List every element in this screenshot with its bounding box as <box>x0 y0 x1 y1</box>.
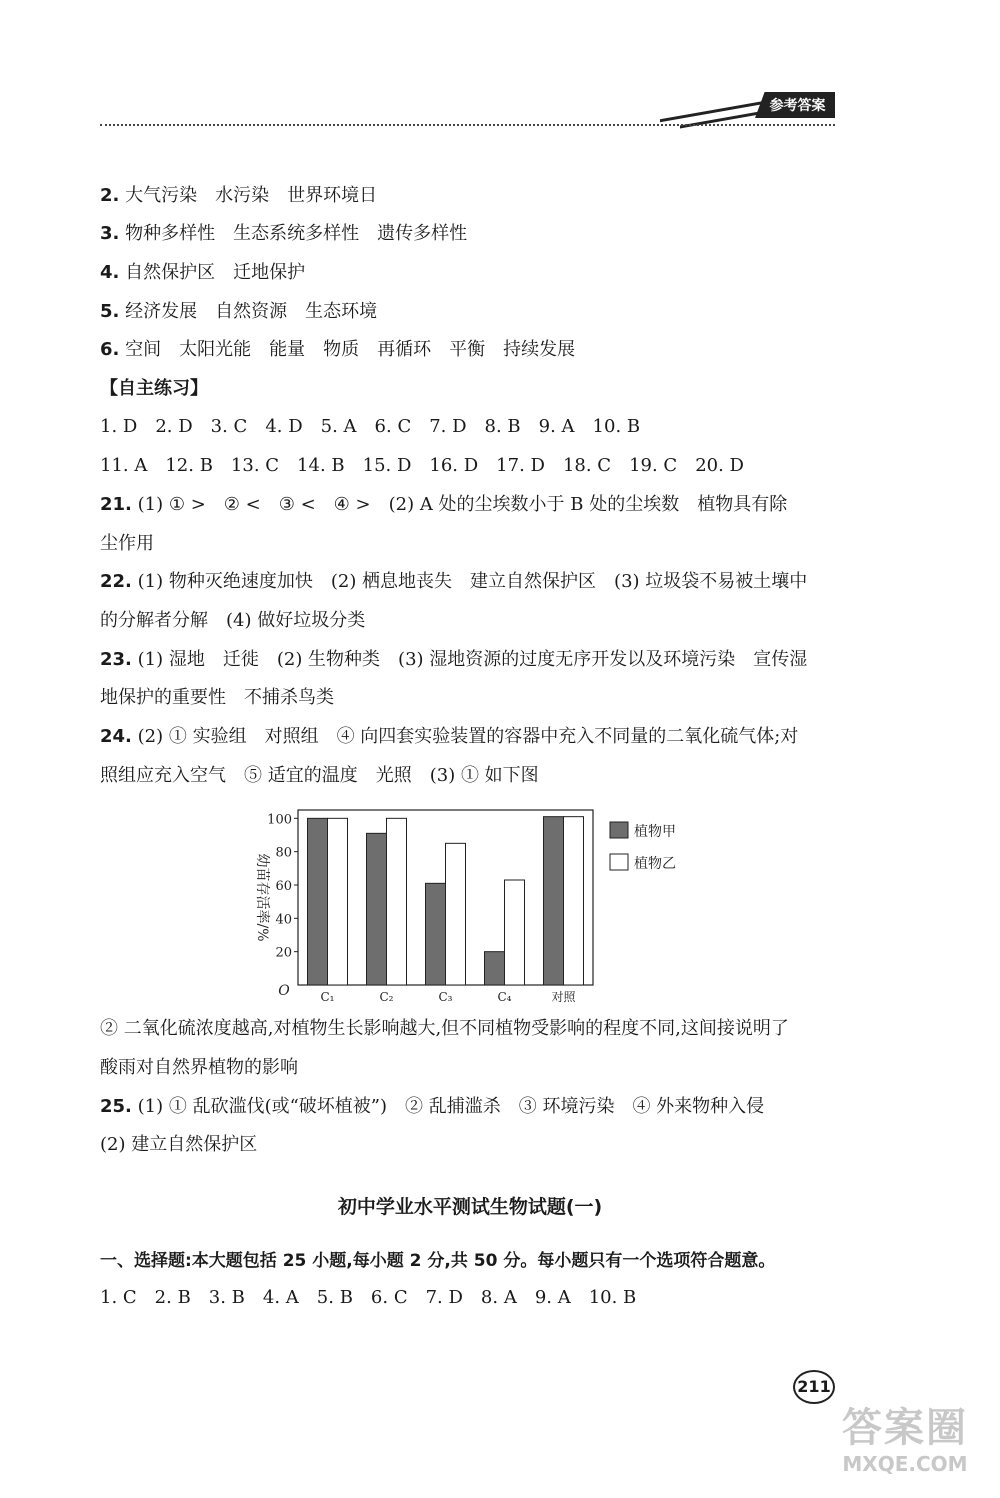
y-tick-label: 100 <box>267 812 292 828</box>
answer-24 <box>100 725 840 749</box>
x-tick-label: C₂ <box>379 990 394 1004</box>
bar-series-1 <box>426 883 446 985</box>
item-number: 4. <box>100 262 120 283</box>
answer-21 <box>100 493 840 517</box>
bar-series-1 <box>544 817 564 985</box>
test-title: 初中学业水平测试生物试题(一) <box>337 1196 603 1218</box>
answer-25 <box>100 1095 840 1119</box>
answer-line-4 <box>100 261 840 285</box>
item-text: (1) ① > ② < ③ < ④ > (2) A 处的尘埃数小于 B 处的尘埃数 植物具有除 <box>137 494 788 515</box>
item-text: 经济发展 自然资源 生态环境 <box>125 301 378 322</box>
section-title: 【自主练习】 <box>100 378 208 399</box>
part-one-answers: 1. C 2. B 3. B 4. A 5. B 6. C 7. D 8. A 9. A 10. B <box>100 1287 637 1308</box>
item-number: 22. <box>100 571 132 592</box>
mc-row-2: 11. A 12. B 13. C 14. B 15. D 16. D 17. D 18. C 19. C 20. D <box>100 455 744 476</box>
answer-line-6 <box>100 338 840 362</box>
item-text: 空间 太阳光能 能量 物质 再循环 平衡 持续发展 <box>125 339 576 360</box>
item-number: 21. <box>100 494 132 515</box>
origin-label: O <box>278 983 290 999</box>
header-tag <box>660 92 840 122</box>
part-one-heading: 一、选择题:本大题包括 25 小题,每小题 2 分,共 50 分。每小题只有一个选项符合题意。 <box>100 1251 776 1271</box>
item-number: 23. <box>100 649 132 670</box>
answer-25-cont: (2) 建立自然保护区 <box>100 1134 258 1155</box>
mc-row-1: 1. D 2. D 3. C 4. D 5. A 6. C 7. D 8. B 9. A 10. B <box>100 416 641 437</box>
item-text: (1) ① 乱砍滥伐(或“破坏植被”) ② 乱捕滥杀 ③ 环境污染 ④ 外来物种入侵 <box>137 1096 765 1117</box>
answer-line-2 <box>100 184 840 208</box>
answer-line-5 <box>100 300 840 324</box>
legend-label: 植物乙 <box>634 856 676 872</box>
item-text: 自然保护区 迁地保护 <box>125 262 306 283</box>
watermark <box>820 1405 990 1485</box>
answer-24-part2: ② 二氧化硫浓度越高,对植物生长影响越大,但不同植物受影响的程度不同,这间接说明了 <box>100 1018 789 1039</box>
x-tick-label: 对照 <box>551 990 576 1004</box>
bar-series-1 <box>367 833 387 985</box>
item-number: 24. <box>100 726 132 747</box>
answer-21-cont: 尘作用 <box>100 533 154 554</box>
answer-22 <box>100 570 840 594</box>
item-number: 6. <box>100 339 120 360</box>
bar-series-2 <box>387 818 407 985</box>
answer-line-3 <box>100 222 840 246</box>
item-text: 大气污染 水污染 世界环境日 <box>125 185 378 206</box>
item-text: (2) ① 实验组 对照组 ④ 向四套实验装置的容器中充入不同量的二氧化硫气体;对 <box>137 726 799 747</box>
bar-series-2 <box>328 818 348 985</box>
x-tick-label: C₃ <box>438 990 453 1004</box>
item-text: (1) 湿地 迁徙 (2) 生物种类 (3) 湿地资源的过度无序开发以及环境污染 宣传湿 <box>137 649 808 670</box>
bar-chart <box>238 808 708 1008</box>
item-number: 2. <box>100 185 120 206</box>
item-number: 25. <box>100 1096 132 1117</box>
y-tick-label: 20 <box>275 945 292 961</box>
item-text: (1) 物种灭绝速度加快 (2) 栖息地丧失 建立自然保护区 (3) 垃圾袋不易被土壤中 <box>137 571 808 592</box>
page-number: 211 <box>793 1370 835 1404</box>
bar-chart-svg <box>238 808 708 1008</box>
item-number: 3. <box>100 223 120 244</box>
bar-series-1 <box>308 818 328 985</box>
x-tick-label: C₁ <box>320 990 335 1004</box>
item-number: 5. <box>100 301 120 322</box>
header-label: 参考答案 <box>769 98 826 114</box>
answer-22-cont: 的分解者分解 (4) 做好垃圾分类 <box>100 610 366 631</box>
bar-series-2 <box>564 817 584 985</box>
answer-23-cont: 地保护的重要性 不捕杀鸟类 <box>100 687 334 708</box>
y-tick-label: 60 <box>275 879 292 894</box>
y-tick-label: 40 <box>275 912 292 928</box>
bar-series-2 <box>446 843 466 985</box>
bar-series-2 <box>505 880 525 985</box>
answer-24-part2-cont: 酸雨对自然界植物的影响 <box>100 1057 298 1078</box>
y-tick-label: 80 <box>275 845 292 861</box>
watermark-text: 答案圈 <box>842 1405 968 1451</box>
answer-24-cont: 照组应充入空气 ⑤ 适宜的温度 光照 (3) ① 如下图 <box>100 765 539 786</box>
legend-label: 植物甲 <box>634 824 676 840</box>
legend-swatch <box>610 854 628 870</box>
x-tick-label: C₄ <box>497 990 512 1004</box>
legend-swatch <box>610 822 628 838</box>
bar-series-1 <box>485 952 505 985</box>
watermark-url: MXQE.COM <box>842 1452 968 1476</box>
y-axis-label: 幼苗存活率/% <box>254 853 270 942</box>
answer-23 <box>100 648 840 672</box>
item-text: 物种多样性 生态系统多样性 遗传多样性 <box>125 223 468 244</box>
header-divider <box>100 124 835 126</box>
